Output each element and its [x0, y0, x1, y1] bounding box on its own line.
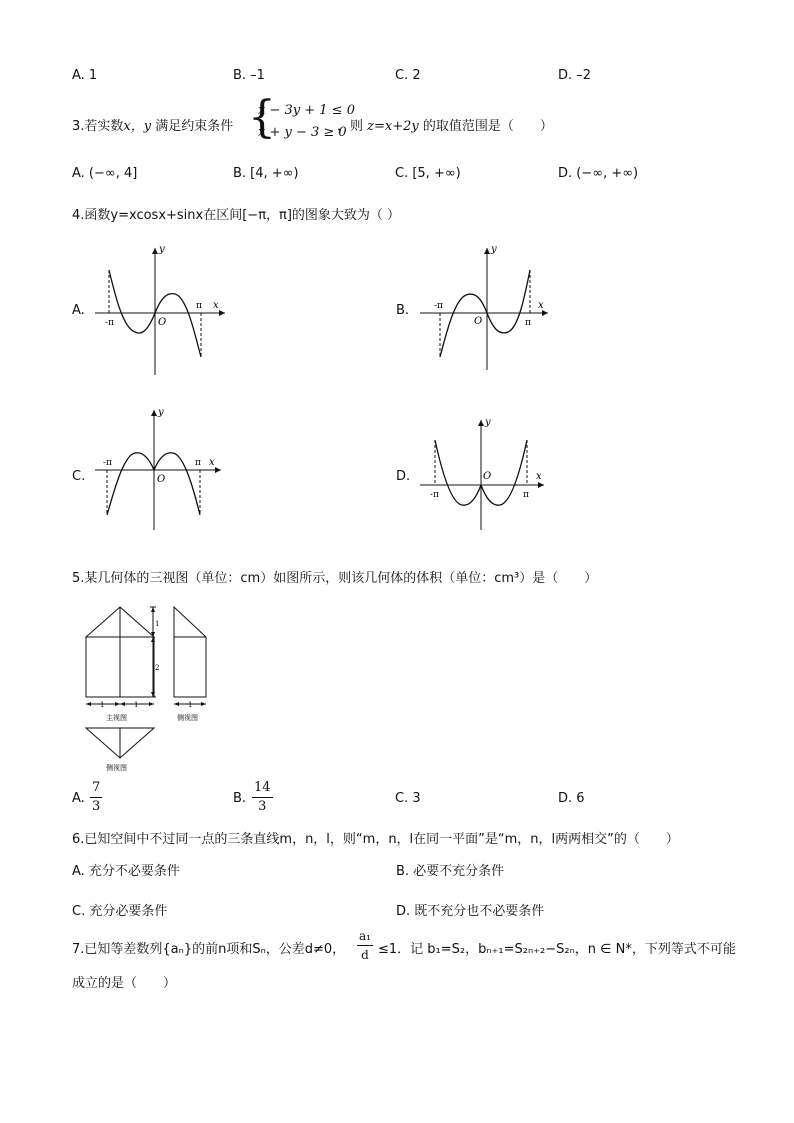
q7-frac-den: d [361, 948, 369, 962]
q3-option-b[interactable]: B. [4, +∞) [233, 166, 299, 181]
x-label: x [538, 300, 544, 311]
q3-constraint-1: x − 3y + 1 ≤ 0 [258, 103, 355, 118]
arrow-icon [86, 702, 91, 706]
q5-stem: 5.某几何体的三视图（单位：cm）如图所示，则该几何体的体积（单位：cm³）是（ ） [72, 571, 598, 586]
q5-option-c[interactable]: C. 3 [395, 791, 421, 806]
neg-pi-label: -π [105, 318, 114, 328]
origin-label: O [157, 474, 166, 485]
q3-option-d[interactable]: D. (−∞, +∞) [558, 166, 639, 181]
q5-option-a-num: 7 [90, 779, 102, 798]
q5-option-b-prefix[interactable]: B. [233, 791, 247, 806]
q4-option-c-label[interactable]: C. [72, 469, 86, 484]
left-brace-icon: { [248, 92, 276, 143]
y-axis-arrow-icon [151, 410, 157, 416]
dim-label-1: 1 [134, 701, 139, 709]
y-axis-arrow-icon [484, 248, 490, 254]
q4-graph-a[interactable] [95, 240, 230, 380]
q2-option-c[interactable]: C. 2 [395, 68, 421, 83]
dim-label-2: 2 [155, 664, 160, 672]
q5-option-b-fraction[interactable] [252, 779, 273, 816]
q2-option-d[interactable]: D. –2 [558, 68, 592, 83]
q3-objective: z=x+2y [367, 119, 419, 134]
dim-label-1: 1 [155, 620, 160, 628]
pi-label: π [523, 490, 529, 500]
q6-option-d[interactable]: D. 既不充分也不必要条件 [396, 904, 545, 919]
q5-option-d[interactable]: D. 6 [558, 791, 585, 806]
q3-option-a[interactable]: A. (−∞, 4] [72, 166, 138, 181]
q5-option-a-prefix[interactable]: A. [72, 791, 85, 806]
y-label: y [491, 244, 497, 255]
q4-option-d-label[interactable]: D. [396, 469, 411, 484]
neg-pi-label: -π [430, 490, 439, 500]
arrow-icon [201, 702, 206, 706]
x-label: x [209, 457, 215, 468]
q5-option-a-fraction[interactable] [90, 779, 102, 816]
y-label: y [158, 407, 164, 418]
origin-label: O [474, 316, 483, 327]
q7-stem-a: 7.已知等差数列{aₙ}的前n项和Sₙ，公差d≠0， [72, 942, 346, 957]
q4-graph-c[interactable] [95, 405, 230, 535]
x-axis-arrow-icon [219, 310, 225, 316]
arrow-icon [115, 702, 120, 706]
side-view-shape [174, 607, 206, 697]
q4-graph-b[interactable] [420, 240, 555, 380]
y-label: y [485, 417, 491, 428]
q2-option-b[interactable]: B. –1 [233, 68, 265, 83]
origin-label: O [483, 471, 492, 482]
top-view-label: 侧视图 [106, 764, 127, 772]
q3-constraint-2: x + y − 3 ≥ 0 [258, 125, 347, 140]
q7-fraction [357, 927, 373, 964]
q3-suffix-a: ，则 [337, 119, 368, 134]
y-axis-arrow-icon [478, 420, 484, 426]
side-view-label: 侧视图 [177, 714, 198, 722]
q7-frac-num: a₁ [357, 927, 373, 946]
q3-mid: 满足约束条件 [151, 119, 234, 134]
x-axis-arrow-icon [538, 482, 544, 488]
arrow-icon [151, 607, 155, 612]
dim-label-1: 1 [100, 701, 105, 709]
q5-option-b-den: 3 [258, 799, 267, 814]
q3-options [0, 166, 794, 190]
q5-three-views [76, 600, 221, 775]
neg-pi-label: -π [103, 458, 112, 468]
q7-stem-b: ≤1．记 b₁=S₂，bₙ₊₁=S₂ₙ₊₂−S₂ₙ，n ∈ N*，下列等式不可能 [378, 942, 736, 957]
q3-stem-tail [337, 115, 553, 134]
y-axis-arrow-icon [152, 248, 158, 254]
main-view-label: 主视图 [106, 714, 127, 722]
q3-suffix-b: 的取值范围是（ ） [418, 119, 553, 134]
q5-option-a-den: 3 [92, 799, 101, 814]
q6-option-a[interactable]: A. 充分不必要条件 [72, 864, 180, 879]
q3-vars: x，y [123, 119, 152, 134]
neg-pi-label: -π [434, 301, 443, 311]
q6-option-b[interactable]: B. 必要不充分条件 [396, 864, 505, 879]
x-label: x [536, 471, 542, 482]
q4-stem: 4.函数y=xcosx+sinx在区间[−π，π]的图象大致为（ ） [72, 208, 401, 223]
arrow-icon [120, 702, 125, 706]
q4-graph-d[interactable] [420, 415, 555, 535]
origin-label: O [158, 317, 167, 328]
dim-label-1: 1 [188, 701, 193, 709]
q6-option-c[interactable]: C. 充分必要条件 [72, 904, 168, 919]
q2-options [0, 68, 794, 92]
pi-label: π [195, 458, 201, 468]
x-label: x [213, 300, 219, 311]
pi-label: π [525, 318, 531, 328]
q6-stem: 6.已知空间中不过同一点的三条直线m，n，l，则“m，n，l在同一平面”是“m，n，l两两相交”的（ ） [72, 832, 679, 847]
arrow-icon [149, 702, 154, 706]
x-axis-arrow-icon [215, 467, 221, 473]
q3-prefix: 3.若实数 [72, 119, 124, 134]
y-label: y [159, 244, 165, 255]
q5-option-b-num: 14 [252, 779, 273, 798]
q4-option-a-label[interactable]: A. [72, 303, 85, 318]
arrow-icon [174, 702, 179, 706]
pi-label: π [196, 301, 202, 311]
q3-option-c[interactable]: C. [5, +∞) [395, 166, 461, 181]
q2-option-a[interactable]: A. 1 [72, 68, 98, 83]
q7-stem-c: 成立的是（ ） [72, 976, 177, 991]
q3-stem [72, 115, 233, 134]
q4-option-b-label[interactable]: B. [396, 303, 410, 318]
